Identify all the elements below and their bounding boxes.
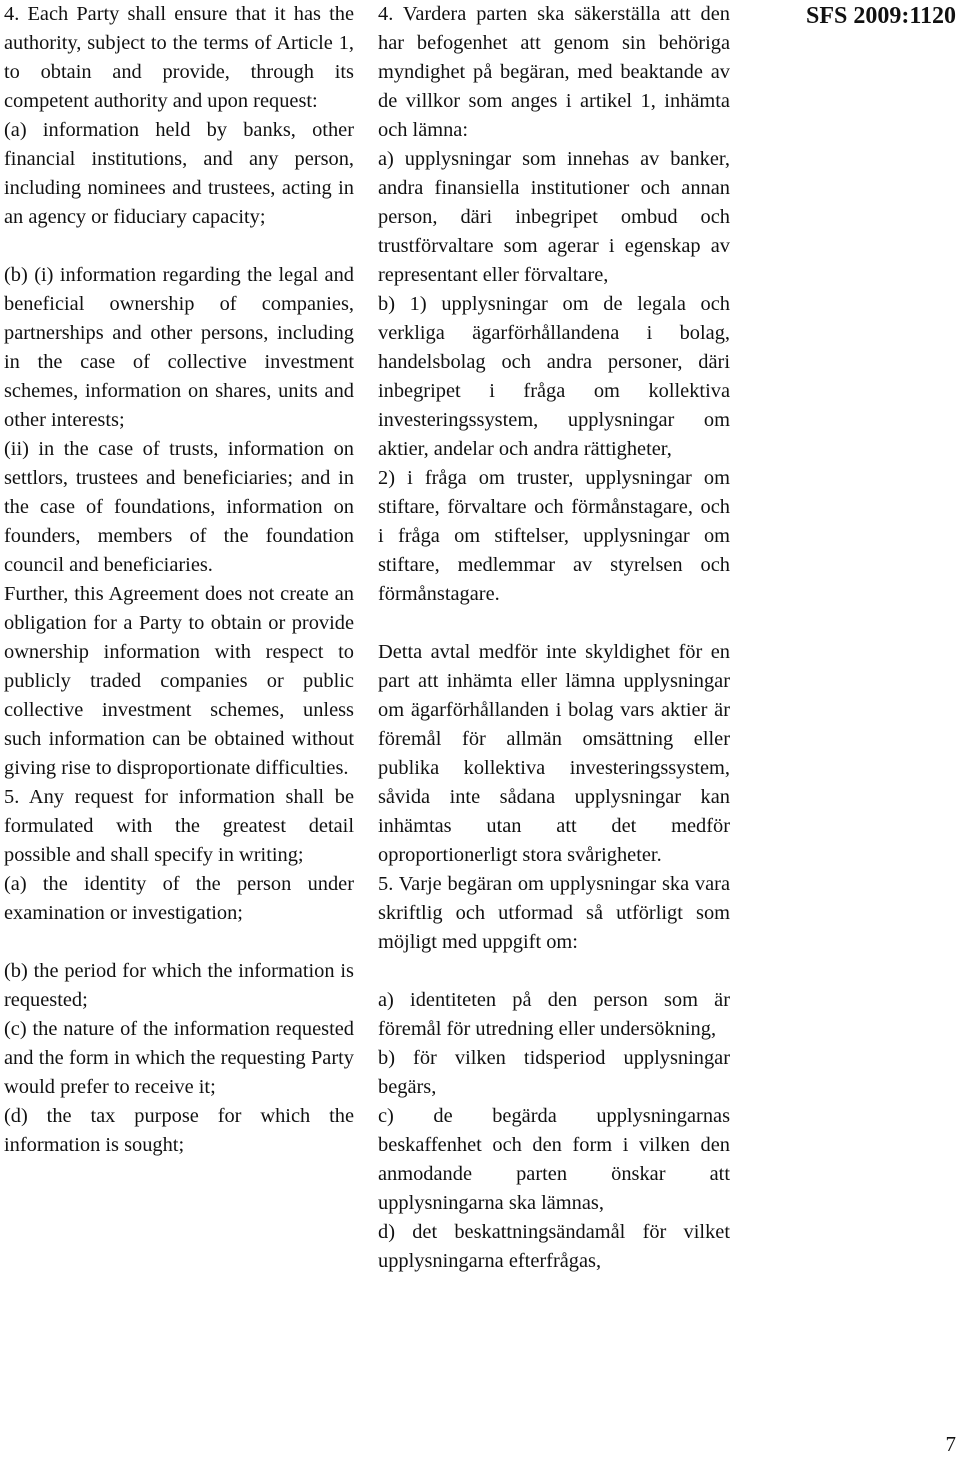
paragraph-4-further: Detta avtal medför inte skyldighet för en part att inhämta eller lämna upplysningar om ägarförhållanden i bolag vars aktier är föremål för allmän omsättning eller publika kollektiva investeringssystem, såvida inte sådana upplysningar kan inhämtas utan att det medför oproportionerligt stora svårigheter. <box>378 641 730 866</box>
paragraph-4-intro: 4. Each Party shall ensure that it has the authority, subject to the terms of Article 1, to obtain and provide, through its competent authority and upon request: <box>4 3 354 112</box>
paragraph-5-item-c: c) de begärda upplysningarnas beskaffenhet och den form i vilken den anmodande parten önskar att upplysningarna ska lämnas, <box>378 1105 730 1214</box>
swedish-column <box>378 0 730 1276</box>
paragraph-5-intro: 5. Varje begäran om upplysningar ska vara skriftlig och utformad så utförligt som möjligt med uppgift om: <box>378 873 730 953</box>
paragraph-5-item-c: (c) the nature of the information requested and the form in which the requesting Party would prefer to receive it; <box>4 1018 354 1098</box>
paragraph-4-item-b-2: 2) i fråga om truster, upplysningar om stiftare, förvaltare och förmånstagare, och i fråga om stiftelser, upplysningar om stiftare, medlemmar av styrelsen och förmånstagare. <box>378 467 730 605</box>
paragraph-4-item-b-ii: (ii) in the case of trusts, information on settlors, trustees and beneficiaries; and in the case of foundations, information on founders, members of the foundation council and beneficiaries. <box>4 438 354 576</box>
paragraph-4-item-a: a) upplysningar som innehas av banker, andra finansiella institutioner och annan person, däri inbegripet ombud och trustförvaltare som agerar i egenskap av representant eller förvaltare, <box>378 148 730 286</box>
paragraph-spacer <box>378 609 730 638</box>
paragraph-spacer <box>4 928 354 957</box>
paragraph-5-item-d: (d) the tax purpose for which the information is sought; <box>4 1105 354 1156</box>
paragraph-spacer <box>4 232 354 261</box>
paragraph-4-item-a: (a) information held by banks, other financial institutions, and any person, including nominees and trustees, acting in an agency or fiduciary capacity; <box>4 119 354 228</box>
english-column <box>4 0 354 1160</box>
paragraph-5-item-a: (a) the identity of the person under examination or investigation; <box>4 873 354 924</box>
paragraph-4-further: Further, this Agreement does not create an obligation for a Party to obtain or provide ownership information with respect to publicly traded companies or public collective investment schemes, unless such information can be obtained without giving rise to disproportionate difficulties. <box>4 583 354 779</box>
page-number: 7 <box>945 1432 956 1456</box>
paragraph-4-intro: 4. Vardera parten ska säkerställa att den har befogenhet att genom sin behöriga myndighet på begäran, med beaktande av de villkor som anges i artikel 1, inhämta och lämna: <box>378 3 730 141</box>
paragraph-spacer <box>378 957 730 986</box>
document-id-header: SFS 2009:1120 <box>805 3 956 29</box>
paragraph-4-item-b-i: (b) (i) information regarding the legal and beneficial ownership of companies, partnerships and other persons, including in the case of collective investment schemes, information on shares, units and other interests; <box>4 264 354 431</box>
paragraph-4-item-b-1: b) 1) upplysningar om de legala och verkliga ägarförhållandena i bolag, handelsbolag och andra personer, däri inbegripet i fråga om kollektiva investeringssystem, upplysningar om aktier, andelar och andra rättigheter, <box>378 293 730 460</box>
paragraph-5-item-a: a) identiteten på den person som är föremål för utredning eller undersökning, <box>378 989 730 1040</box>
paragraph-5-item-b: b) för vilken tidsperiod upplysningar begärs, <box>378 1047 730 1098</box>
paragraph-5-item-d: d) det beskattningsändamål för vilket upplysningarna efterfrågas, <box>378 1221 730 1272</box>
paragraph-5-item-b: (b) the period for which the information is requested; <box>4 960 354 1011</box>
paragraph-5-intro: 5. Any request for information shall be formulated with the greatest detail possible and shall specify in writing; <box>4 786 354 866</box>
